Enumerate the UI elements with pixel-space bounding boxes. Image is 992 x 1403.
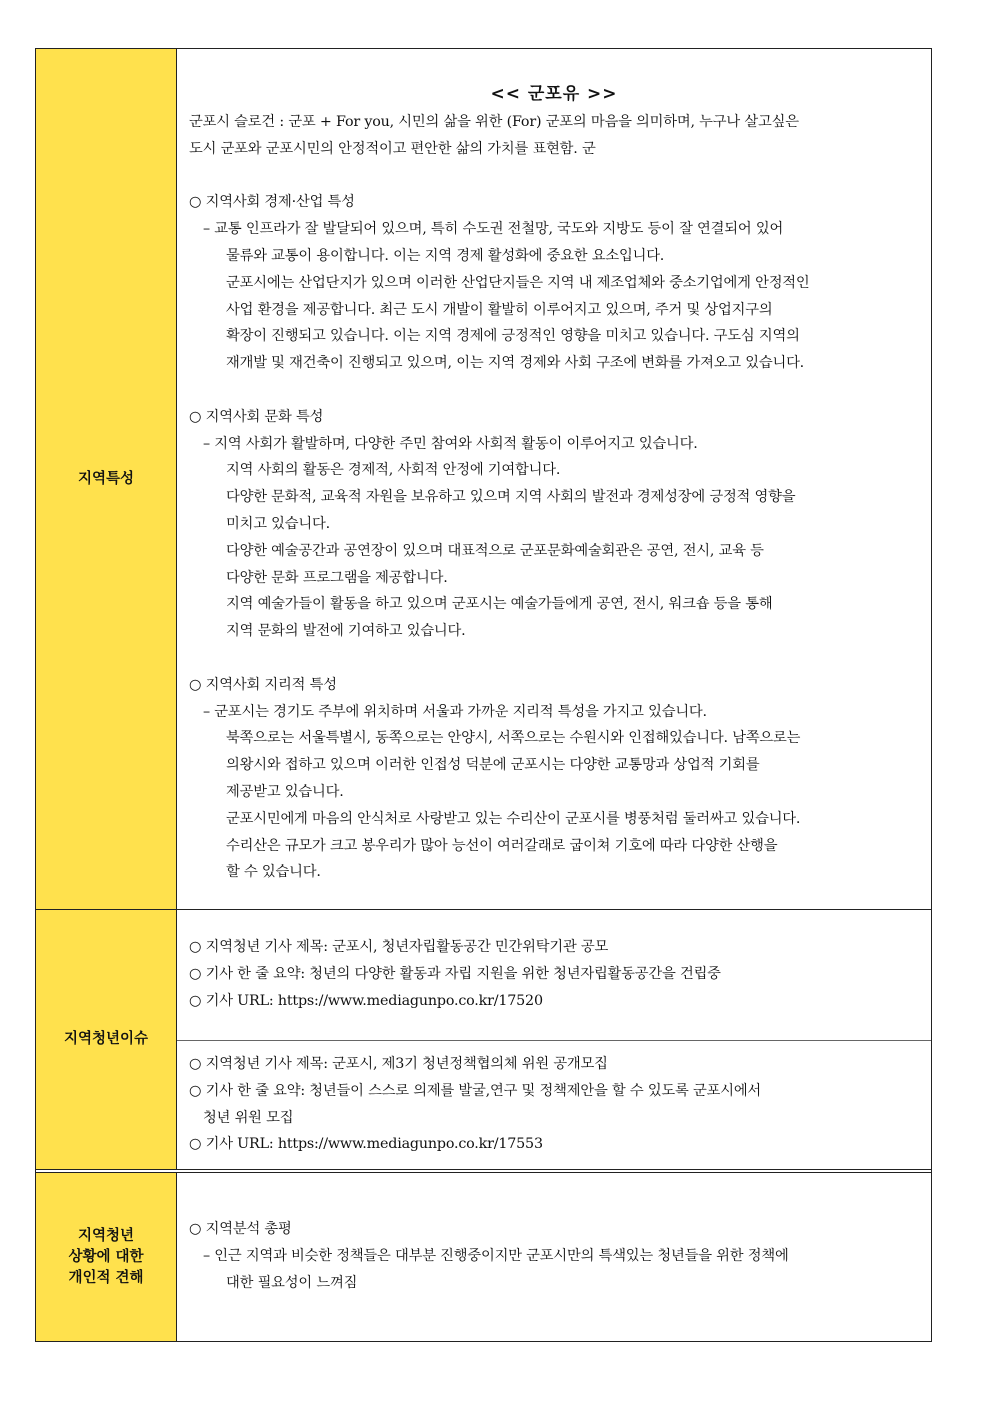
youth-article-2 [189, 1051, 917, 1158]
economy-line: 사업 환경을 제공합니다. 최근 도시 개발이 활발히 이루어지고 있으며, 주거 및 상업지구의 [226, 301, 773, 318]
article-title: ○ 지역청년 기사 제목: 군포시, 제3기 청년정책협의체 위원 공개모집 [189, 1056, 608, 1072]
opinion-content [189, 1216, 917, 1296]
geography-line: 군포시민에게 마음의 안식처로 사랑받고 있는 수리산이 군포시를 병풍처럼 둘러싸고 있습니다. [226, 810, 801, 827]
culture-line: 다양한 예술공간과 공연장이 있으며 대표적으로 군포문화예술회관은 공연, 전시, 교육 등 [226, 542, 764, 559]
geography-line: 수리산은 규모가 크고 봉우리가 많아 능선이 여러갈래로 굽이쳐 기호에 따라 다양한 산행을 [226, 837, 778, 854]
opinion-line: 대한 필요성이 느껴짐 [226, 1274, 358, 1291]
article-divider [177, 1040, 931, 1041]
culture-heading: ○ 지역사회 문화 특성 [189, 408, 324, 425]
culture-line: 다양한 문화 프로그램을 제공합니다. [226, 569, 448, 586]
region-analysis-table [35, 48, 932, 1342]
economy-line: 재개발 및 재건축이 진행되고 있으며, 이는 지역 경제와 사회 구조에 변화를 가져오고 있습니다. [226, 355, 805, 372]
opinion-line: – 인근 지역과 비슷한 정책들은 대부분 진행중이지만 군포시만의 특색있는 청년들을 위한 정책에 [203, 1247, 789, 1264]
article-url[interactable]: ○ 기사 URL: https://www.mediagunpo.co.kr/17553 [189, 1136, 543, 1153]
geography-line: – 군포시는 경기도 주부에 위치하며 서울과 가까운 지리적 특성을 가지고 있습니다. [203, 703, 707, 720]
article-summary: ○ 기사 한 줄 요약: 청년들이 스스로 의제를 발굴,연구 및 정책제안을 할 수 있도록 군포시에서 [189, 1082, 762, 1099]
culture-line: 미치고 있습니다. [226, 515, 330, 532]
culture-line: 지역 사회의 활동은 경제적, 사회적 안정에 기여합니다. [226, 462, 561, 479]
region-title: << 군포유 >> [490, 84, 618, 104]
culture-line: – 지역 사회가 활발하며, 다양한 주민 참여와 사회적 활동이 이루어지고 있습니다. [203, 435, 698, 452]
culture-line: 지역 문화의 발전에 기여하고 있습니다. [226, 623, 466, 640]
economy-heading: ○ 지역사회 경제·산업 특성 [189, 194, 355, 211]
geography-line: 할 수 있습니다. [226, 864, 321, 881]
region-content [189, 109, 917, 886]
article-title: ○ 지역청년 기사 제목: 군포시, 청년자립활동공간 민간위탁기관 공모 [189, 939, 609, 955]
geography-line: 의왕시와 접하고 있으며 이러한 인접성 덕분에 군포시는 다양한 교통망과 상업적 기회를 [226, 757, 760, 774]
label-youth-issue: 지역청년이슈 [36, 910, 177, 1169]
culture-line: 다양한 문화적, 교육적 자원을 보유하고 있으며 지역 사회의 발전과 경제성장에 긍정적 영향을 [226, 489, 796, 506]
geography-line: 제공받고 있습니다. [226, 783, 344, 800]
article-summary: ○ 기사 한 줄 요약: 청년의 다양한 활동과 자립 지원을 위한 청년자립활동공간을 건립중 [189, 965, 721, 982]
economy-line: 물류와 교통이 용이합니다. 이는 지역 경제 활성화에 중요한 요소입니다. [226, 247, 665, 264]
opinion-heading: ○ 지역분석 총평 [189, 1221, 292, 1237]
article-summary: 청년 위원 모집 [203, 1109, 294, 1126]
label-personal-opinion: 지역청년 상황에 대한 개인적 견해 [36, 1173, 177, 1341]
culture-line: 지역 예술가들이 활동을 하고 있으며 군포시는 예술가들에게 공연, 전시, 워크숍 등을 통해 [226, 596, 773, 613]
economy-line: 확장이 진행되고 있습니다. 이는 지역 경제에 긍정적인 영향을 미치고 있습니다. 구도심 지역의 [226, 328, 800, 345]
article-url[interactable]: ○ 기사 URL: https://www.mediagunpo.co.kr/17520 [189, 992, 543, 1009]
label-region-characteristics: 지역특성 [36, 49, 177, 910]
geography-heading: ○ 지역사회 지리적 특성 [189, 676, 337, 693]
economy-line: 군포시에는 산업단지가 있으며 이러한 산업단지들은 지역 내 제조업체와 중소기업에게 안정적인 [226, 274, 810, 291]
youth-article-1 [189, 934, 917, 1014]
slogan-line: 군포시 슬로건 : 군포 + For you, 시민의 삶을 위한 (For) 군포의 마음을 의미하며, 누구나 살고싶은 [189, 114, 799, 130]
geography-line: 북쪽으로는 서울특별시, 동쪽으로는 안양시, 서쪽으로는 수원시와 인접해있습니다. 남쪽으로는 [226, 730, 801, 747]
slogan-line: 도시 군포와 군포시민의 안정적이고 편안한 삶의 가치를 표현함. 군 [189, 140, 596, 157]
economy-line: – 교통 인프라가 잘 발달되어 있으며, 특히 수도권 전철망, 국도와 지방도 등이 잘 연결되어 있어 [203, 221, 784, 238]
